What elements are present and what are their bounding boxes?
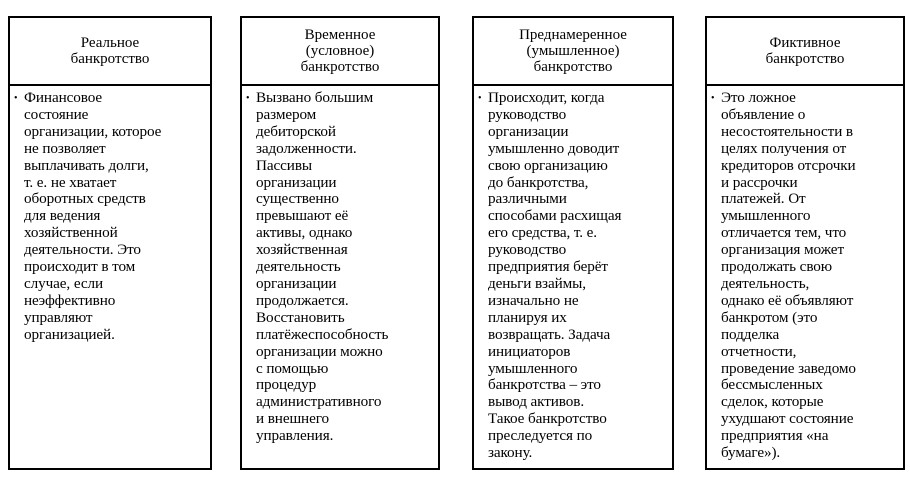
column-real-bankruptcy (8, 16, 212, 470)
column-header (705, 16, 905, 84)
column-body-text: Это ложное объявление о несостоятельности в целях получения от кредиторов отсрочки и рассрочки платежей. От умышленного отличается тем, что организация может продолжать свою деятельность, однако её объявляют банкротом (это подделка отчетности, проведение заведомо бессмысленных сделок, которые ухудшают состояние предприятия «на бумаге»). (721, 89, 856, 462)
column-deliberate-bankruptcy (472, 16, 674, 470)
column-body (8, 84, 212, 470)
bullet-icon: • (478, 93, 482, 104)
header-line: Фиктивное (769, 35, 841, 51)
column-body (240, 84, 440, 470)
bullet-icon: • (14, 93, 18, 104)
header-line: банкротство (533, 59, 613, 75)
bullet-icon: • (246, 93, 250, 104)
header-line: Временное (304, 27, 376, 43)
column-body-text: Происходит, когда руководство организации умышленно доводит свою организацию до банкротства, различными способами расхищая его средства, т. е. руководство предприятия берёт деньги взаймы, изначально не планируя их возвращать. Задача инициаторов умышленного банкротства – это вывод активов. Такое банкротство преследуется по закону. (488, 89, 622, 462)
column-body (472, 84, 674, 470)
header-line: банкротство (300, 59, 380, 75)
column-fictitious-bankruptcy (705, 16, 905, 470)
column-body-text: Вызвано большим размером дебиторской задолженности. Пассивы организации существенно превышают её активы, однако хозяйственная деятельность организации продолжается. Восстановить платёжеспособность организации можно с помощью процедур административного и внешнего управления. (256, 89, 389, 445)
column-body-text: Финансовое состояние организации, которое не позволяет выплачивать долги, т. е. не хватает оборотных средств для ведения хозяйственной деятельности. Это происходит в том случае, если неэффективно управляют организацией. (24, 89, 162, 343)
header-line: (условное) (305, 43, 375, 59)
header-line: банкротство (70, 51, 150, 67)
column-body (705, 84, 905, 470)
header-line: банкротство (765, 51, 845, 67)
column-temporary-bankruptcy (240, 16, 440, 470)
column-header (472, 16, 674, 84)
bullet-icon: • (711, 93, 715, 104)
column-header (8, 16, 212, 84)
header-line: Реальное (80, 35, 140, 51)
header-line: (умышленное) (526, 43, 620, 59)
column-header (240, 16, 440, 84)
header-line: Преднамеренное (519, 27, 627, 43)
